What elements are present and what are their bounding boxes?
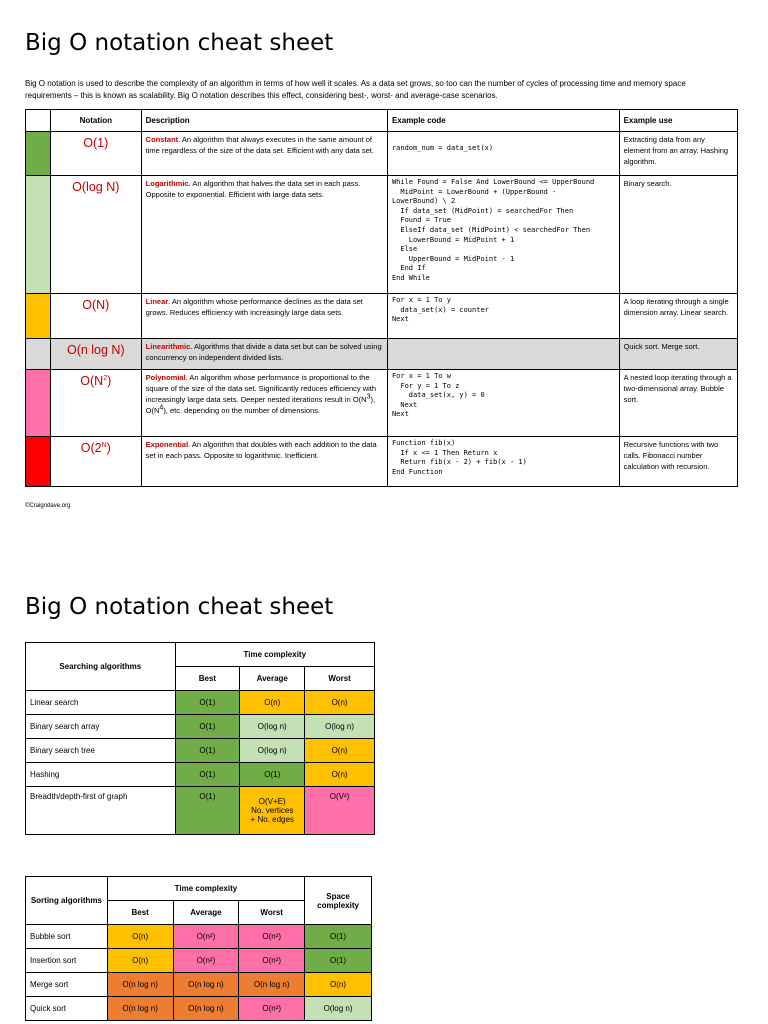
table-row	[26, 437, 738, 487]
code-cell: For x = 1 To y data_set(x) = counter Next	[387, 294, 619, 339]
keyword: Linear	[145, 297, 169, 306]
complexity-cell: O(n log n)	[173, 973, 239, 997]
use-cell: Binary search.	[619, 176, 737, 294]
notation-cell: O(n log N)	[50, 339, 141, 370]
table-row	[26, 339, 738, 370]
color-swatch	[26, 294, 51, 339]
notation-base: O(N	[80, 374, 104, 388]
notation-cell: O(N)	[50, 294, 141, 339]
table-row	[26, 294, 738, 339]
complexity-cell: O(log n)	[305, 715, 375, 739]
table-row	[26, 949, 372, 973]
col-header: Average	[240, 667, 305, 691]
complexity-cell: O(1)	[175, 715, 240, 739]
complexity-cell: O(n)	[305, 739, 375, 763]
color-swatch	[26, 132, 51, 176]
complexity-cell: O(1)	[175, 763, 240, 787]
description-text: . An algorithm whose performance is proportional to the square of the size of the data set. Significantly reduces efficiency with increasingly large data sets. Deeper nested iterations result in $O(N^3)$, $O(N^4)$, etc. depending on the number of dimensions.	[145, 373, 377, 415]
algorithm-name: Quick sort	[26, 997, 108, 1021]
time-complexity-header: Time complexity	[175, 643, 374, 667]
algorithm-name: Insertion sort	[26, 949, 108, 973]
notation-close: )	[107, 374, 112, 388]
notation-cell	[50, 370, 141, 437]
code-cell: random_num = data_set(x)	[387, 132, 619, 176]
col-header: Best	[107, 901, 173, 925]
table-row	[26, 997, 372, 1021]
algorithm-name: Binary search array	[26, 715, 176, 739]
complexity-cell: O(1)	[175, 739, 240, 763]
color-swatch	[26, 437, 51, 487]
code-cell	[387, 339, 619, 370]
col-header: Worst	[305, 667, 375, 691]
notation-exponent: N	[101, 441, 107, 449]
complexity-cell: O(n²)	[239, 949, 305, 973]
complexity-cell: O(n log n)	[239, 973, 305, 997]
complexity-cell: O(n log n)	[107, 973, 173, 997]
space-complexity-header: Space complexity	[305, 877, 372, 925]
notation-cell	[50, 437, 141, 487]
algorithm-name: Linear search	[26, 691, 176, 715]
complexity-cell: O(V²)	[305, 787, 375, 835]
table-row	[26, 973, 372, 997]
page-title-2: Big O notation cheat sheet	[25, 594, 334, 620]
table-row	[26, 763, 375, 787]
sort-label-header: Sorting algorithms	[26, 877, 108, 925]
notation-table	[25, 109, 738, 487]
table-row	[26, 176, 738, 294]
description-text: . An algorithm that halves the data set in each pass. Opposite to exponential. Efficient with large data sets.	[145, 179, 361, 199]
use-cell: Extracting data from any element from an array. Hashing algorithm.	[619, 132, 737, 176]
table-row	[26, 739, 375, 763]
complexity-cell: O(1)	[175, 787, 240, 835]
code-cell: While Found = False And LowerBound <= UpperBound MidPoint = LowerBound + (UpperBound - LowerBound) \ 2 If data_set (MidPoint) = searchedFor Then Found = True ElseIf data_set (MidPoint) < searchedFor Then LowerBound = MidPoint + 1 Else UpperBound = MidPoint - 1 End If End While	[387, 176, 619, 294]
complexity-cell: O(log n)	[240, 715, 305, 739]
table-row	[26, 787, 375, 835]
keyword: Constant	[145, 135, 179, 144]
col-header: Average	[173, 901, 239, 925]
description-text: . An algorithm that doubles with each addition to the data set in each pass. Opposite to logarithmic. Inefficient.	[145, 440, 377, 460]
description-cell	[141, 370, 387, 437]
complexity-cell: O(log n)	[305, 997, 372, 1021]
code-cell: Function fib(x) If x <= 1 Then Return x Return fib(x - 2) + fib(x - 1) End Function	[387, 437, 619, 487]
intro-line-2: requirements – this is known as scalability. Big O notation describes this effect, considering best-, worst- and average-case scenarios.	[25, 91, 498, 100]
complexity-cell: O(n²)	[239, 925, 305, 949]
use-cell: Recursive functions with two calls. Fibonacci number calculation with recursion.	[619, 437, 737, 487]
notation-header: Notation	[50, 110, 141, 132]
complexity-cell: O(n²)	[173, 949, 239, 973]
complexity-cell: O(1)	[305, 925, 372, 949]
keyword: Logarithmic	[145, 179, 189, 188]
complexity-cell: O(n)	[305, 763, 375, 787]
search-label-header: Searching algorithms	[26, 643, 176, 691]
complexity-cell: O(n)	[305, 973, 372, 997]
description-text: . An algorithm that always executes in the same amount of time regardless of the size of the data set. Efficient with any data set.	[145, 135, 374, 155]
table-row	[26, 370, 738, 437]
sorting-table	[25, 876, 372, 1021]
description-text: . Algorithms that divide a data set but can be solved using concurrency on independent divided lists.	[145, 342, 382, 362]
algorithm-name: Binary search tree	[26, 739, 176, 763]
use-cell: A loop iterating through a single dimension array. Linear search.	[619, 294, 737, 339]
col-header: Worst	[239, 901, 305, 925]
color-swatch	[26, 339, 51, 370]
searching-table	[25, 642, 375, 835]
code-cell: For x = 1 To w For y = 1 To z data_set(x, y) = 0 Next Next	[387, 370, 619, 437]
complexity-cell: O(1)	[175, 691, 240, 715]
complexity-cell: O(n)	[240, 691, 305, 715]
time-complexity-header: Time complexity	[107, 877, 304, 901]
algorithm-name: Merge sort	[26, 973, 108, 997]
notation-close: )	[106, 441, 111, 455]
code-header: Example code	[387, 110, 619, 132]
intro-line-1: Big O notation is used to describe the complexity of an algorithm in terms of how well it scales. As a data set grows, so too can the number of cycles of processing time and memory space	[25, 79, 686, 88]
description-text: . An algorithm whose performance declines as the data set grows. Reduces efficiency with increasingly large data sets.	[145, 297, 363, 317]
complexity-cell: O(1)	[305, 949, 372, 973]
table-row	[26, 691, 375, 715]
table-row	[26, 925, 372, 949]
keyword: Linearithmic	[145, 342, 191, 351]
description-cell	[141, 437, 387, 487]
description-header: Description	[141, 110, 387, 132]
complexity-cell: O(n)	[107, 949, 173, 973]
complexity-cell: O(n)	[305, 691, 375, 715]
keyword: Polynomial	[145, 373, 186, 382]
algorithm-name: Breadth/depth-first of graph	[26, 787, 176, 835]
use-cell: A nested loop iterating through a two-dimensional array. Bubble sort.	[619, 370, 737, 437]
keyword: Exponential	[145, 440, 189, 449]
complexity-cell: O(n)	[107, 925, 173, 949]
use-header: Example use	[619, 110, 737, 132]
use-cell: Quick sort. Merge sort.	[619, 339, 737, 370]
copyright: ©Craigndave.org	[25, 503, 71, 509]
description-cell	[141, 294, 387, 339]
description-cell	[141, 176, 387, 294]
table-row	[26, 715, 375, 739]
notation-base: O(2	[80, 441, 102, 455]
complexity-cell: O(n log n)	[173, 997, 239, 1021]
algorithm-name: Bubble sort	[26, 925, 108, 949]
notation-cell: O(1)	[50, 132, 141, 176]
complexity-cell: O(V+E) No. vertices + No. edges	[240, 787, 305, 835]
algorithm-name: Hashing	[26, 763, 176, 787]
notation-cell: O(log N)	[50, 176, 141, 294]
complexity-cell: O(n²)	[239, 997, 305, 1021]
page-title: Big O notation cheat sheet	[25, 30, 334, 56]
complexity-cell: O(n²)	[173, 925, 239, 949]
color-header	[26, 110, 51, 132]
description-cell	[141, 132, 387, 176]
color-swatch	[26, 176, 51, 294]
complexity-cell: O(n log n)	[107, 997, 173, 1021]
color-swatch	[26, 370, 51, 437]
table-row	[26, 132, 738, 176]
intro-paragraph	[25, 78, 745, 102]
notation-exponent: 2	[103, 374, 108, 382]
complexity-cell: O(1)	[240, 763, 305, 787]
description-cell	[141, 339, 387, 370]
col-header: Best	[175, 667, 240, 691]
complexity-cell: O(log n)	[240, 739, 305, 763]
